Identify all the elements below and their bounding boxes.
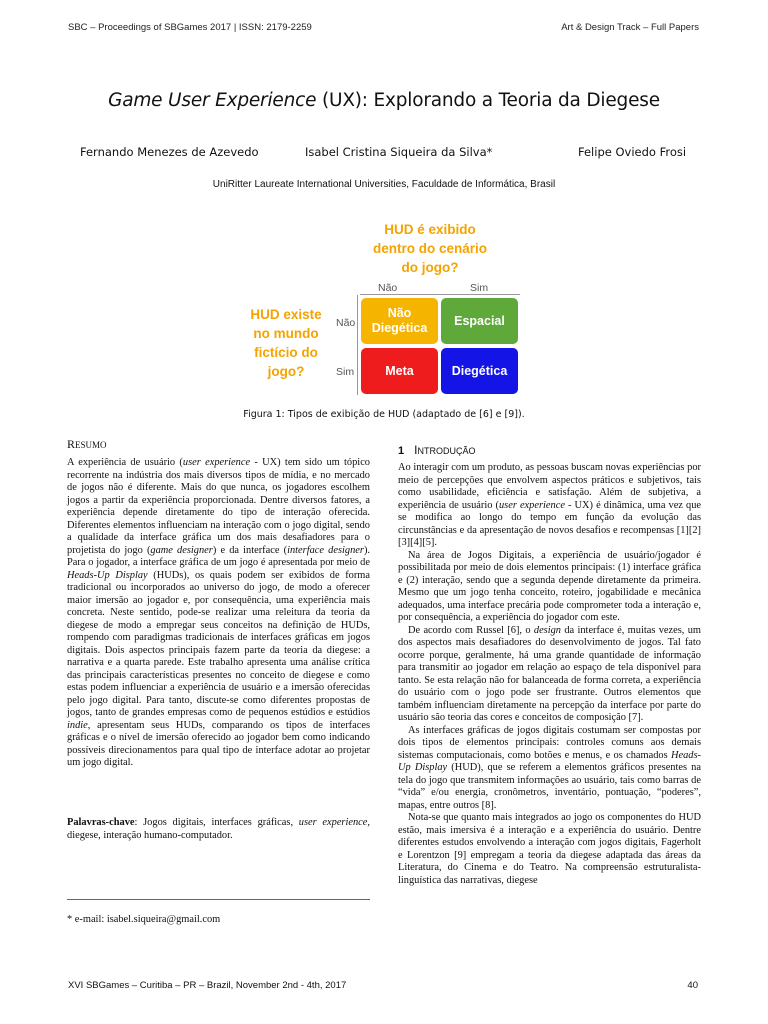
figure-caption: Figura 1: Tipos de exibição de HUD (adaptado de [6] e [9]). [243, 409, 525, 420]
keywords: Palavras-chave: Jogos digitais, interfaces gráficas, user experience, diegese, interação humano-computador. [67, 817, 371, 841]
cell-text: Diegética [371, 321, 428, 335]
section-number: 1 [398, 445, 405, 457]
title-italic: Game User Experience [108, 90, 317, 111]
column-label-no: Não [378, 282, 398, 294]
resumo-heading [67, 437, 107, 452]
footnote-rule [67, 899, 370, 900]
figure-top-question [350, 220, 510, 277]
left-question-line: fictício do [254, 345, 318, 360]
keywords-label: Palavras-chave [67, 817, 135, 828]
intro-heading [398, 443, 475, 457]
affiliation: UniRitter Laureate International Universities, Faculdade de Informática, Brasil [212, 179, 556, 190]
left-question-line: no mundo [253, 326, 319, 341]
figure-horizontal-axis [360, 294, 520, 295]
intro-paragraph: Nota-se que quanto mais integrados ao jogo os componentes do HUD estão, mais imersiva é a interação e a experiência do usuário. Dentre diferentes estudos envolvendo a interação com jogos digitais, Fagerholt e Lorentzon [9] empregam a teoria da diegese adaptada das áreas da Literatura, do Cinema e do Teatro. Na compreensão estruturalista-linguística das narrativas, diegese [398, 812, 701, 886]
running-header-right: Art & Design Track – Full Papers [561, 22, 699, 33]
row-label-no: Não [336, 317, 356, 329]
figure-left-question [232, 305, 340, 381]
row-label-yes: Sim [336, 366, 355, 378]
left-question-line: jogo? [267, 364, 305, 379]
heading-initial: R [67, 437, 76, 451]
cell-espacial: Espacial [441, 298, 518, 344]
column-label-yes: Sim [470, 282, 489, 294]
resumo-body [67, 457, 370, 770]
top-question-line: do jogo? [401, 260, 459, 275]
title-rest: (UX): Explorando a Teoria da Diegese [316, 90, 660, 111]
running-header-left: SBC – Proceedings of SBGames 2017 | ISSN: 2179-2259 [68, 22, 312, 33]
intro-paragraph: Na área de Jogos Digitais, a experiência de usuário/jogador é possibilitada por meio de dois elementos principais: (1) interface gráfica e (2) interação, sendo que a segunda depende diretamente da primeira. Mesmo que um jogo tenha conceito, roteiro, jogabilidade e mecânica adequados, uma interface precária pode comprometer toda a interação e, por consequência, a experiência do jogador com este. [398, 549, 701, 623]
heading-initial: I [414, 443, 418, 457]
author-1: Fernando Menezes de Azevedo [80, 145, 259, 159]
resumo-paragraph: A experiência de usuário (user experience - UX) tem sido um tópico recorrente na indústria dos mais diversos tipos de mídia, e no mercado de jogos não é diferente. Mais do que nunca, os jogadores escolhem jogos a partir da experiência proporcionada. Dentre diversos fatores, a experiência depende diretamente do tipo de interação oferecida. Diferentes elementos influenciam na interação com o jogo digital, sendo a qualidade da interface gráfica um dos mais desafiadores para o projetista do jogo (game designer) e da interface (interface designer). Para o jogador, a interface gráfica de um jogo é apresentada por meio de Heads-Up Display (HUDs), os quais podem ser exibidos de forma tradicional ou incorporados ao universo do jogo, de modo a oferecer maior imersão ao jogador e, por consequência, uma experiência mais concreta. Neste sentido, pode-se realizar uma releitura da teoria da diegese de modo a empregar seus conceitos na definição de HUDs, rompendo com paradigmas tradicionais de interfaces gráficas em jogos digitais. Dois aspectos principais fazem parte da teoria da diegese: a narrativa e a quarta parede. Este trabalho apresenta uma análise crítica das principais características presentes no conceito de diegese e como estas podem influenciar a experiência de usuário e a imersão oferecidas pelo jogo digital. Para tanto, discute-se como diferentes propostas de jogos, tanto de grandes empresas como de pequenos estúdios e estúdios indie, apresentam seus HUDs, comparando os tipos de interfaces gráficas e o nível de imersão oferecido ao jogador bem como indicando possíveis direcionamentos para qual tipo de interface adotar ao projetar um jogo digital. [67, 457, 371, 768]
author-2: Isabel Cristina Siqueira da Silva* [305, 145, 493, 159]
heading-rest: NTRODUÇÃO [417, 446, 476, 456]
paper-title [0, 90, 768, 111]
heading-rest: ESUMO [75, 440, 107, 450]
figure-vertical-axis [357, 295, 358, 395]
intro-body [398, 462, 701, 887]
left-question-line: HUD existe [250, 307, 322, 322]
page-number: 40 [687, 980, 698, 991]
cell-diegetica: Diegética [441, 348, 518, 394]
top-question-line: dentro do cenário [372, 241, 487, 256]
footer-conference: XVI SBGames – Curitiba – PR – Brazil, November 2nd - 4th, 2017 [68, 980, 347, 991]
intro-paragraph: As interfaces gráficas de jogos digitais costumam ser compostas por dois tipos de elementos principais: controles comuns aos demais sistemas computacionais, como botões e menus, e os chamados Heads-Up Display (HUD), que se referem a elementos gráficos presentes na tela do jogo que transmitem informações ao usuário, tais como barras de “vida” e/ou energia, cronômetros, inventário, pontuação, “poderes”, mapas, entre outros [8]. [398, 724, 701, 811]
cell-meta: Meta [361, 348, 438, 394]
author-3: Felipe Oviedo Frosi [578, 145, 687, 159]
intro-paragraph: De acordo com Russel [6], o design da interface é, muitas vezes, um dos aspectos mais desafiadores do desenvolvimento de jogos. Tal fato ocorre porque, geralmente, há uma grande quantidade de informação para transmitir ao jogador em relação ao espaço de tela disponível para tanto. Se esta relação não for balanceada de forma correta, a experiência do usuário com o jogo pode ser frustrante. Outros elementos que também influenciam diretamente na percepção da interface por parte do usuário são teoria das cores e conceitos de composição [7]. [398, 624, 701, 723]
footnote: * e-mail: isabel.siqueira@gmail.com [67, 914, 221, 925]
top-question-line: HUD é exibido [384, 222, 476, 237]
cell-text: Não [387, 306, 412, 320]
intro-paragraph: Ao interagir com um produto, as pessoas buscam novas experiências por meio de percepções que envolvem aspectos práticos e subjetivos, tais como usabilidade, eficiência e satisfação. Além de subjetiva, a experiência de usuário (user experience - UX) é dinâmica, uma vez que se modifica ao longo do tempo em função da evolução das circunstâncias e da apresentação de novos desafios e recompensas [1][2][3][4][5]. [398, 462, 702, 548]
cell-nao-diegetica [361, 298, 438, 344]
